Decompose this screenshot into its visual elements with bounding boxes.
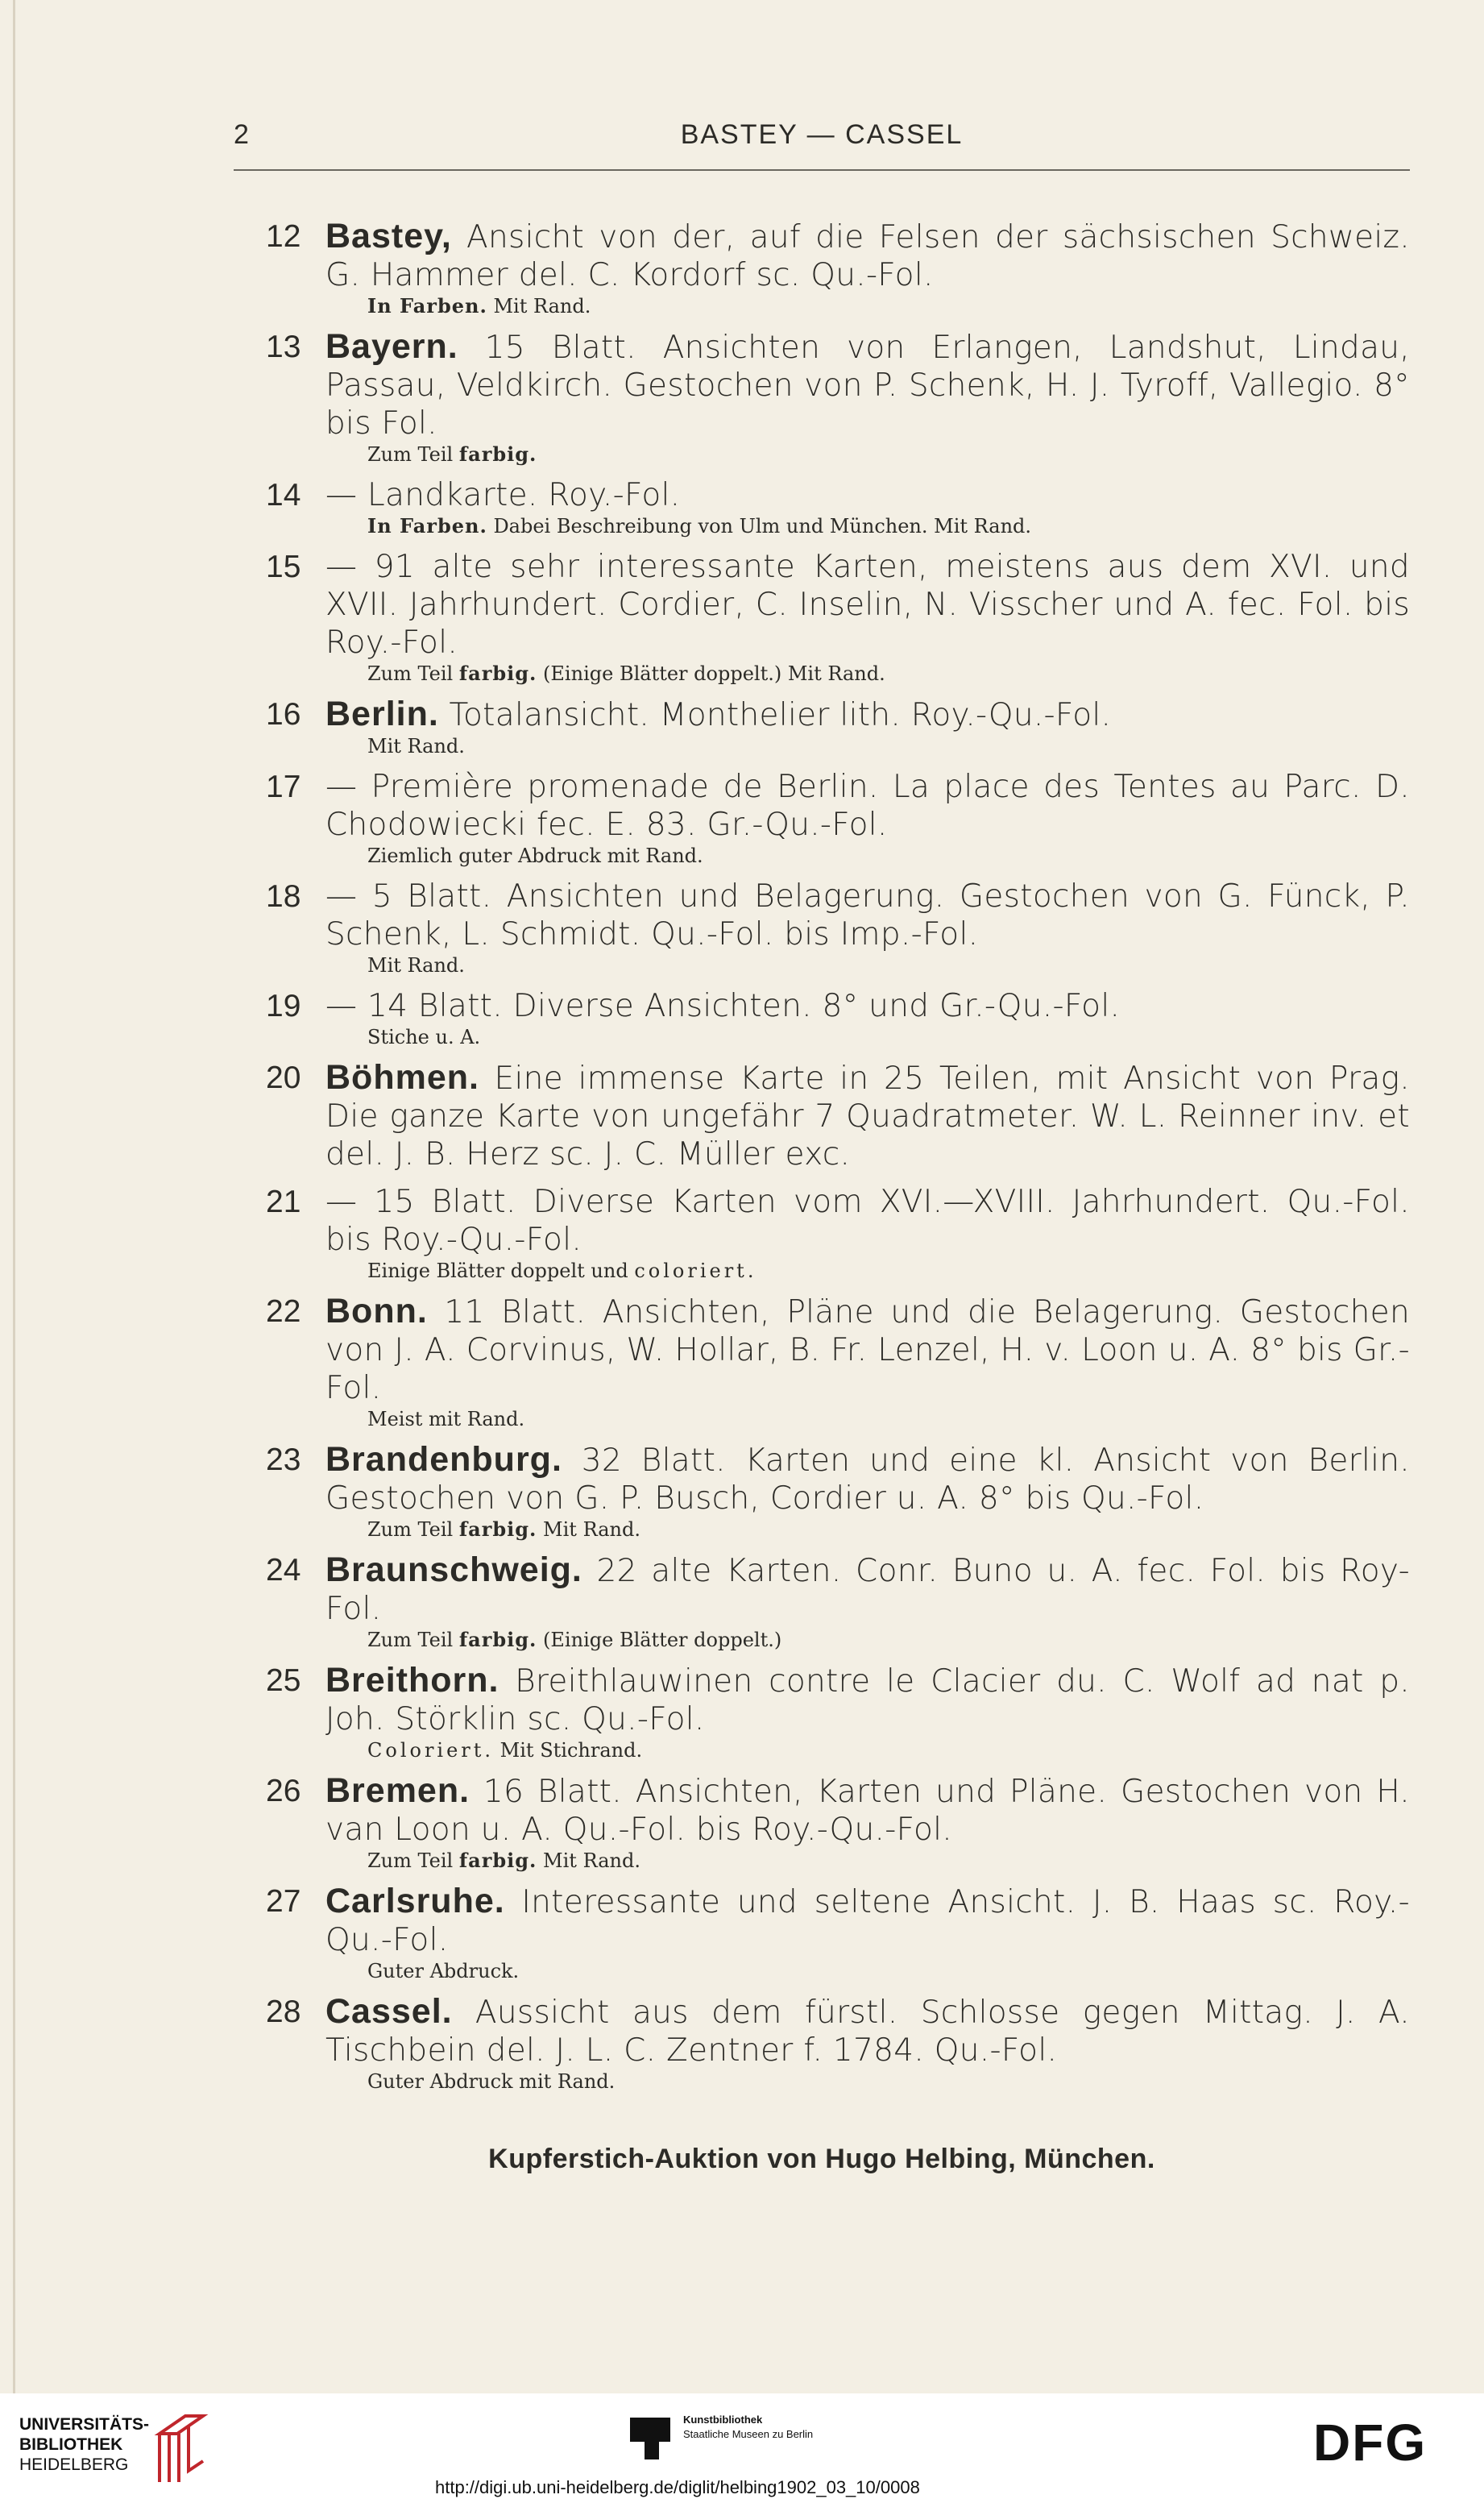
entry-note <box>325 1025 1410 1049</box>
entry-note <box>325 294 1410 318</box>
note-prefix: Zum Teil <box>367 1518 459 1541</box>
header-rule <box>234 169 1410 171</box>
note-text: Mit Rand. <box>367 735 465 758</box>
note-prefix: Zum Teil <box>367 662 459 685</box>
entry-description: 15 Blatt. Ansichten von Erlangen, Landshut, Lindau, Passau, Veldkirch. Gestochen von P. Schenk, H. J. Tyroff, Vallegio. 8° bis Fol. <box>325 330 1410 442</box>
permalink-url[interactable]: http://digi.ub.uni-heidelberg.de/diglit/helbing1902_03_10/0008 <box>435 2477 920 2497</box>
ub-heidelberg-logo[interactable] <box>19 2414 149 2475</box>
entry-text <box>325 1551 1410 1628</box>
note-text: Ziemlich guter Abdruck mit Rand. <box>367 845 703 867</box>
entry-note <box>325 953 1410 978</box>
catalogue-entry <box>266 695 1410 758</box>
entry-lemma: Bonn. <box>325 1292 428 1330</box>
entry-number: 23 <box>266 1442 301 1477</box>
entry-note <box>325 1628 1410 1652</box>
catalogue-entry <box>266 1441 1410 1542</box>
note-text: Mit Rand. <box>487 295 591 318</box>
page-header <box>234 119 1410 164</box>
note-prefix: Zum Teil <box>367 443 459 466</box>
entry-description: Totalansicht. Monthelier lith. Roy.-Qu.-Fol. <box>438 697 1112 733</box>
entry-number: 28 <box>266 1995 301 2029</box>
note-text: Mit Stichrand. <box>494 1739 643 1762</box>
catalogue-entry <box>266 218 1410 318</box>
note-emphasis: farbig. <box>458 1628 537 1651</box>
entry-description: — Landkarte. Roy.-Fol. <box>325 477 681 513</box>
entry-description: Breithlauwinen contre le Clacier du. C. Wolf ad nat p. Joh. Störklin sc. Qu.-Fol. <box>325 1663 1410 1737</box>
catalogue-entry <box>266 1059 1410 1173</box>
catalogue-entry <box>266 328 1410 467</box>
note-prefix: Zum Teil <box>367 1629 459 1651</box>
entry-note <box>325 1407 1410 1431</box>
note-text: Dabei Beschreibung von Ulm und München. Mit Rand. <box>487 515 1032 538</box>
kunstbibliothek-label[interactable] <box>683 2413 813 2442</box>
page-edge-line <box>13 0 15 2393</box>
note-text: (Einige Blätter doppelt.) Mit Rand. <box>537 662 885 685</box>
entry-text <box>325 1993 1410 2069</box>
entry-number: 17 <box>266 770 301 804</box>
ub-logo-mark-icon <box>153 2410 209 2487</box>
entry-number: 20 <box>266 1061 301 1095</box>
entry-description: Ansicht von der, auf die Felsen der sächsischen Schweiz. G. Hammer del. C. Kordorf sc. Qu.-Fol. <box>325 219 1410 293</box>
catalogue-entry <box>266 878 1410 978</box>
entry-description: 11 Blatt. Ansichten, Pläne und die Belagerung. Gestochen von J. A. Corvinus, W. Hollar, B. Fr. Lenzel, H. v. Loon u. A. 8° bis Gr.-Fol. <box>325 1294 1410 1406</box>
catalogue-entry <box>266 1772 1410 1873</box>
note-text: Mit Rand. <box>537 1849 640 1872</box>
entry-lemma: Braunschweig. <box>325 1550 582 1589</box>
entry-description: — 91 alte sehr interessante Karten, meistens aus dem XVI. und XVII. Jahrhundert. Cordier, C. Inselin, N. Visscher und A. fec. Fol. bis Roy.-Fol. <box>325 549 1410 661</box>
note-emphasis: farbig. <box>458 1849 537 1872</box>
entry-description: — 5 Blatt. Ansichten und Belagerung. Gestochen von G. Fünck, P. Schenk, L. Schmidt. Qu.-Fol. bis Imp.-Fol. <box>325 878 1410 953</box>
note-text: Stiche u. A. <box>367 1026 481 1048</box>
entry-text <box>325 328 1410 442</box>
entry-number: 16 <box>266 697 301 732</box>
entry-description: 32 Blatt. Karten und eine kl. Ansicht von Berlin. Gestochen von G. P. Busch, Cordier u. A. 8° bis Qu.-Fol. <box>325 1442 1410 1517</box>
entry-note <box>325 844 1410 868</box>
entry-text <box>325 768 1410 844</box>
entry-description: 22 alte Karten. Conr. Buno u. A. fec. Fol. bis Roy-Fol. <box>325 1553 1410 1627</box>
catalogue-entry <box>266 476 1410 538</box>
entry-text <box>325 987 1410 1025</box>
entry-lemma: Berlin. <box>325 695 439 733</box>
page-footer: Kupferstich-Auktion von Hugo Helbing, München. <box>488 2144 1155 2174</box>
entry-note <box>325 1517 1410 1542</box>
catalogue-entry <box>266 1183 1410 1283</box>
entry-lemma: Cassel. <box>325 1992 453 2031</box>
page-number: 2 <box>234 119 249 150</box>
entry-text <box>325 1441 1410 1517</box>
entry-number: 24 <box>266 1553 301 1588</box>
entry-text <box>325 878 1410 953</box>
entry-text <box>325 1662 1410 1738</box>
entry-description: 16 Blatt. Ansichten, Karten und Pläne. Gestochen von H. van Loon u. A. Qu.-Fol. bis Roy.-Qu.-Fol. <box>325 1774 1410 1848</box>
entry-note <box>325 734 1410 758</box>
note-emphasis: In Farben. <box>367 514 487 538</box>
entry-note <box>325 1738 1410 1762</box>
note-emphasis: In Farben. <box>367 294 487 318</box>
note-emphasis: farbig. <box>458 1517 537 1541</box>
entry-note <box>325 514 1410 538</box>
entry-description: Interessante und seltene Ansicht. J. B. Haas sc. Roy.-Qu.-Fol. <box>325 1884 1410 1958</box>
entry-lemma: Breithorn. <box>325 1661 500 1700</box>
entry-lemma: Carlsruhe. <box>325 1882 505 1920</box>
entry-text <box>325 1059 1410 1173</box>
note-spaced: Coloriert. <box>367 1739 495 1762</box>
entry-number: 22 <box>266 1294 301 1329</box>
entry-text <box>325 1293 1410 1407</box>
entry-description: Eine immense Karte in 25 Teilen, mit Ansicht von Prag. Die ganze Karte von ungefähr 7 Quadratmeter. W. L. Reinner inv. et del. J. B. Herz sc. J. C. Müller exc. <box>325 1061 1410 1173</box>
entry-number: 26 <box>266 1774 301 1808</box>
entry-description: — 15 Blatt. Diverse Karten vom XVI.—XVIII. Jahrhundert. Qu.-Fol. bis Roy.-Qu.-Fol. <box>325 1184 1410 1258</box>
catalogue-entry <box>266 768 1410 868</box>
entry-number: 21 <box>266 1185 301 1219</box>
ub-logo-line1: UNIVERSITÄTS- <box>19 2415 150 2434</box>
note-emphasis: farbig. <box>458 662 537 685</box>
entry-number: 14 <box>266 478 301 513</box>
entry-description: — Première promenade de Berlin. La place des Tentes au Parc. D. Chodowiecki fec. E. 83. Gr.-Qu.-Fol. <box>325 769 1410 843</box>
ub-logo-line2: BIBLIOTHEK <box>19 2435 123 2454</box>
entry-note <box>325 2069 1410 2094</box>
ub-logo-line3: HEIDELBERG <box>19 2455 129 2474</box>
entry-description: Aussicht aus dem fürstl. Schlosse gegen Mittag. J. A. Tischbein del. J. L. C. Zentner f. 1784. Qu.-Fol. <box>325 1995 1410 2069</box>
entry-text <box>325 1772 1410 1849</box>
entry-text <box>325 1882 1410 1959</box>
note-text: (Einige Blätter doppelt.) <box>537 1629 782 1651</box>
kb-line1: Kunstbibliothek <box>683 2414 763 2426</box>
entry-lemma: Brandenburg. <box>325 1440 562 1479</box>
entry-text <box>325 1183 1410 1259</box>
catalogue-entry <box>266 1662 1410 1762</box>
catalogue-entry <box>266 548 1410 686</box>
entry-note <box>325 1959 1410 1983</box>
entry-number: 18 <box>266 879 301 914</box>
entry-text <box>325 695 1410 734</box>
entry-lemma: Böhmen. <box>325 1058 479 1097</box>
kb-line2: Staatliche Museen zu Berlin <box>683 2428 814 2440</box>
entry-number: 13 <box>266 330 301 364</box>
entry-note <box>325 442 1410 467</box>
catalogue-entry <box>266 1551 1410 1652</box>
note-spaced: coloriert. <box>634 1260 757 1282</box>
catalogue-entry <box>266 987 1410 1049</box>
entry-lemma: Bayern. <box>325 327 458 366</box>
dfg-logo[interactable]: DFG <box>1313 2414 1428 2472</box>
entry-text <box>325 548 1410 662</box>
note-text: Meist mit Rand. <box>367 1408 525 1430</box>
entry-text <box>325 218 1410 294</box>
note-text: Mit Rand. <box>537 1518 640 1541</box>
entry-number: 25 <box>266 1663 301 1698</box>
note-text: Mit Rand. <box>367 954 465 977</box>
note-text: Guter Abdruck. <box>367 1960 520 1982</box>
running-title: BASTEY — CASSEL <box>680 119 964 150</box>
note-prefix: Zum Teil <box>367 1849 459 1872</box>
note-emphasis: farbig. <box>458 442 537 466</box>
note-text: Guter Abdruck mit Rand. <box>367 2070 616 2093</box>
entry-note <box>325 1259 1410 1283</box>
entry-note <box>325 662 1410 686</box>
entry-number: 27 <box>266 1884 301 1919</box>
entry-lemma: Bremen. <box>325 1771 470 1810</box>
entry-note <box>325 1849 1410 1873</box>
entry-number: 15 <box>266 550 301 584</box>
catalogue-entry <box>266 1993 1410 2094</box>
kunstbibliothek-logo-icon <box>628 2410 672 2461</box>
entry-text <box>325 476 1410 514</box>
entry-lemma: Bastey, <box>325 217 452 255</box>
catalogue-entry <box>266 1293 1410 1431</box>
entry-description: — 14 Blatt. Diverse Ansichten. 8° und Gr.-Qu.-Fol. <box>325 988 1121 1024</box>
catalogue-entry <box>266 1882 1410 1983</box>
catalogue-entries <box>266 218 1410 2103</box>
entry-number: 12 <box>266 219 301 254</box>
note-prefix: Einige Blätter doppelt und <box>367 1260 635 1282</box>
entry-number: 19 <box>266 989 301 1023</box>
